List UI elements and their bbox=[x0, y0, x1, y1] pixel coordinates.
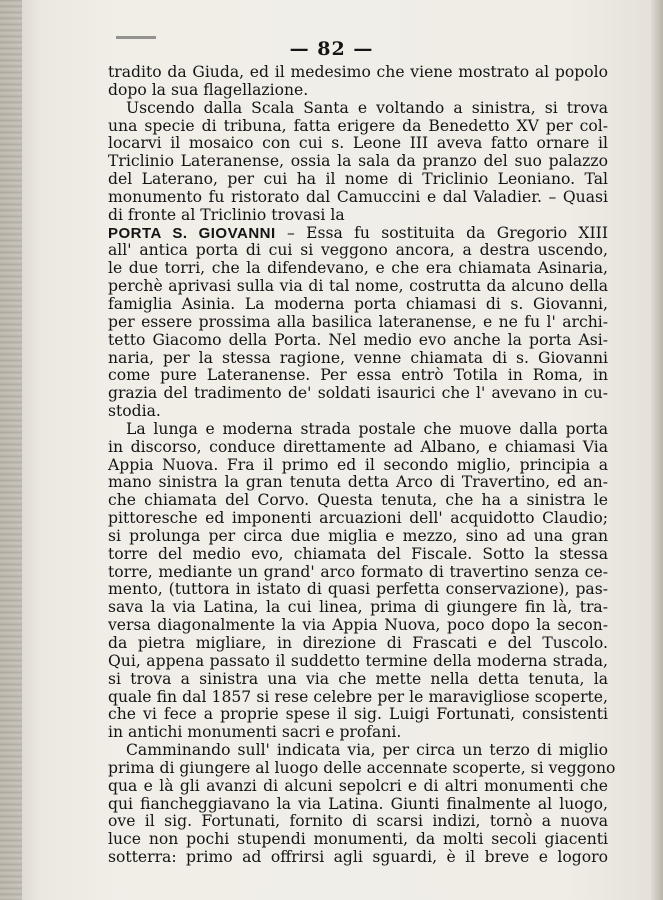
text-line: grazia del tradimento de' soldati isaurici che l' avevano in cu- bbox=[108, 384, 608, 403]
text-line: si trova a sinistra una via che mette nella detta tenuta, la bbox=[108, 669, 608, 688]
text-line: torre del medio evo, chiamata del Fiscale. Sotto la stessa bbox=[108, 544, 608, 563]
text-line: naria, per la stessa ragione, venne chiamata di s. Giovanni bbox=[108, 348, 608, 367]
text-line: prima di giungere al luogo delle accennate scoperte, si veggono bbox=[108, 758, 616, 777]
text-line: una specie di tribuna, fatta erigere da Benedetto XV per col- bbox=[108, 116, 608, 135]
text-line: locarvi il mosaico con cui s. Leone III aveva fatto ornare il bbox=[108, 134, 608, 153]
text-line: Camminando sull' indicata via, per circa un terzo di miglio bbox=[126, 741, 608, 760]
page-binding-edge bbox=[0, 0, 22, 900]
text-line: La lunga e moderna strada postale che muove dalla porta bbox=[126, 419, 608, 438]
text-line: da pietra migliare, in direzione di Frascati e del Tuscolo. bbox=[108, 634, 608, 652]
text-line: torre, mediante un grand' arco formato di travertino senza ce- bbox=[108, 562, 608, 581]
text-line: luce non pochi stupendi monumenti, da molti secoli giacenti bbox=[108, 830, 608, 849]
text-line: all' antica porta di cui si veggono ancora, a destra uscendo, bbox=[108, 241, 608, 260]
text-line: sotterra: primo ad offrirsi agli sguardi, è il breve e logoro bbox=[108, 848, 608, 867]
page-number: — 82 — bbox=[289, 38, 374, 60]
text-line: versa diagonalmente la via Appia Nuova, poco dopo la secon- bbox=[108, 616, 608, 635]
text-line: per essere prossima alla basilica lateranense, e ne fu l' archi- bbox=[108, 312, 608, 331]
text-line: Appia Nuova. Fra il primo ed il secondo miglio, principia a bbox=[108, 455, 608, 474]
text-line: sava la via Latina, la cui linea, prima di giungere fin là, tra- bbox=[108, 598, 608, 617]
text-line: di fronte al Triclinio trovasi la bbox=[108, 205, 345, 224]
text-line: tetto Giacomo della Porta. Nel medio evo anche la porta Asi- bbox=[108, 330, 608, 349]
page-right-edge bbox=[651, 0, 663, 900]
text-line: quale fin dal 1857 si rese celebre per le maravigliose scoperte, bbox=[108, 687, 608, 706]
text-line: che vi fece a proprie spese il sig. Luigi Fortunati, consistenti bbox=[108, 705, 608, 724]
text-line: stodia. bbox=[108, 402, 161, 421]
text-line: in antichi monumenti sacri e profani. bbox=[108, 723, 402, 742]
text-line: qua e là gli avanzi di alcuni sepolcri e di altri monumenti che bbox=[108, 776, 608, 795]
text-line: mento, (tuttora in istato di quasi perfetta conservazione), pas- bbox=[108, 580, 608, 599]
text-line: monumento fu ristorato dal Camuccini e dal Valadier. – Quasi bbox=[108, 187, 608, 206]
text-line: si prolunga per circa due miglia e mezzo, sino ad una gran bbox=[108, 526, 608, 545]
section-heading: PORTA S. GIOVANNI bbox=[108, 224, 276, 242]
text-line: in discorso, conduce direttamente ad Albano, e chiamasi Via bbox=[108, 437, 608, 456]
text-line: le due torri, che la difendevano, e che era chiamata Asinaria, bbox=[108, 259, 608, 278]
text-line: famiglia Asinia. La moderna porta chiamasi di s. Giovanni, bbox=[108, 294, 608, 313]
text-line: qui fiancheggiavano la via Latina. Giunti finalmente al luogo, bbox=[108, 794, 608, 813]
heading-text: – Essa fu sostituita da Gregorio XIII bbox=[275, 223, 608, 242]
text-line: del Laterano, per cui ha il nome di Triclinio Leoniano. Tal bbox=[108, 170, 608, 189]
text-line: ove il sig. Fortunati, fornito di scarsi indizi, tornò a nuova bbox=[108, 812, 608, 831]
text-line: pittoresche ed imponenti arcuazioni dell' acquidotto Claudio; bbox=[108, 509, 608, 528]
text-line: dopo la sua flagellazione. bbox=[108, 80, 309, 99]
text-line: Qui, appena passato il suddetto termine della moderna strada, bbox=[108, 651, 608, 670]
text-line: Uscendo dalla Scala Santa e voltando a sinistra, si trova bbox=[126, 98, 608, 117]
text-line: come pure Lateranense. Per essa entrò Totila in Roma, in bbox=[108, 366, 608, 385]
text-line: Triclinio Lateranense, ossia la sala da pranzo del suo palazzo bbox=[108, 152, 608, 171]
text-line: che chiamata del Corvo. Questa tenuta, che ha a sinistra le bbox=[108, 491, 608, 510]
section-heading-line bbox=[108, 225, 608, 243]
text-line: perchè aprivasi sulla via di tal nome, costrutta da alcuno della bbox=[108, 277, 608, 296]
text-line: mano sinistra la gran tenuta detta Arco di Travertino, ed an- bbox=[108, 473, 608, 492]
text-line: tradito da Giuda, ed il medesimo che viene mostrato al popolo bbox=[108, 63, 608, 81]
body-text bbox=[108, 63, 616, 867]
